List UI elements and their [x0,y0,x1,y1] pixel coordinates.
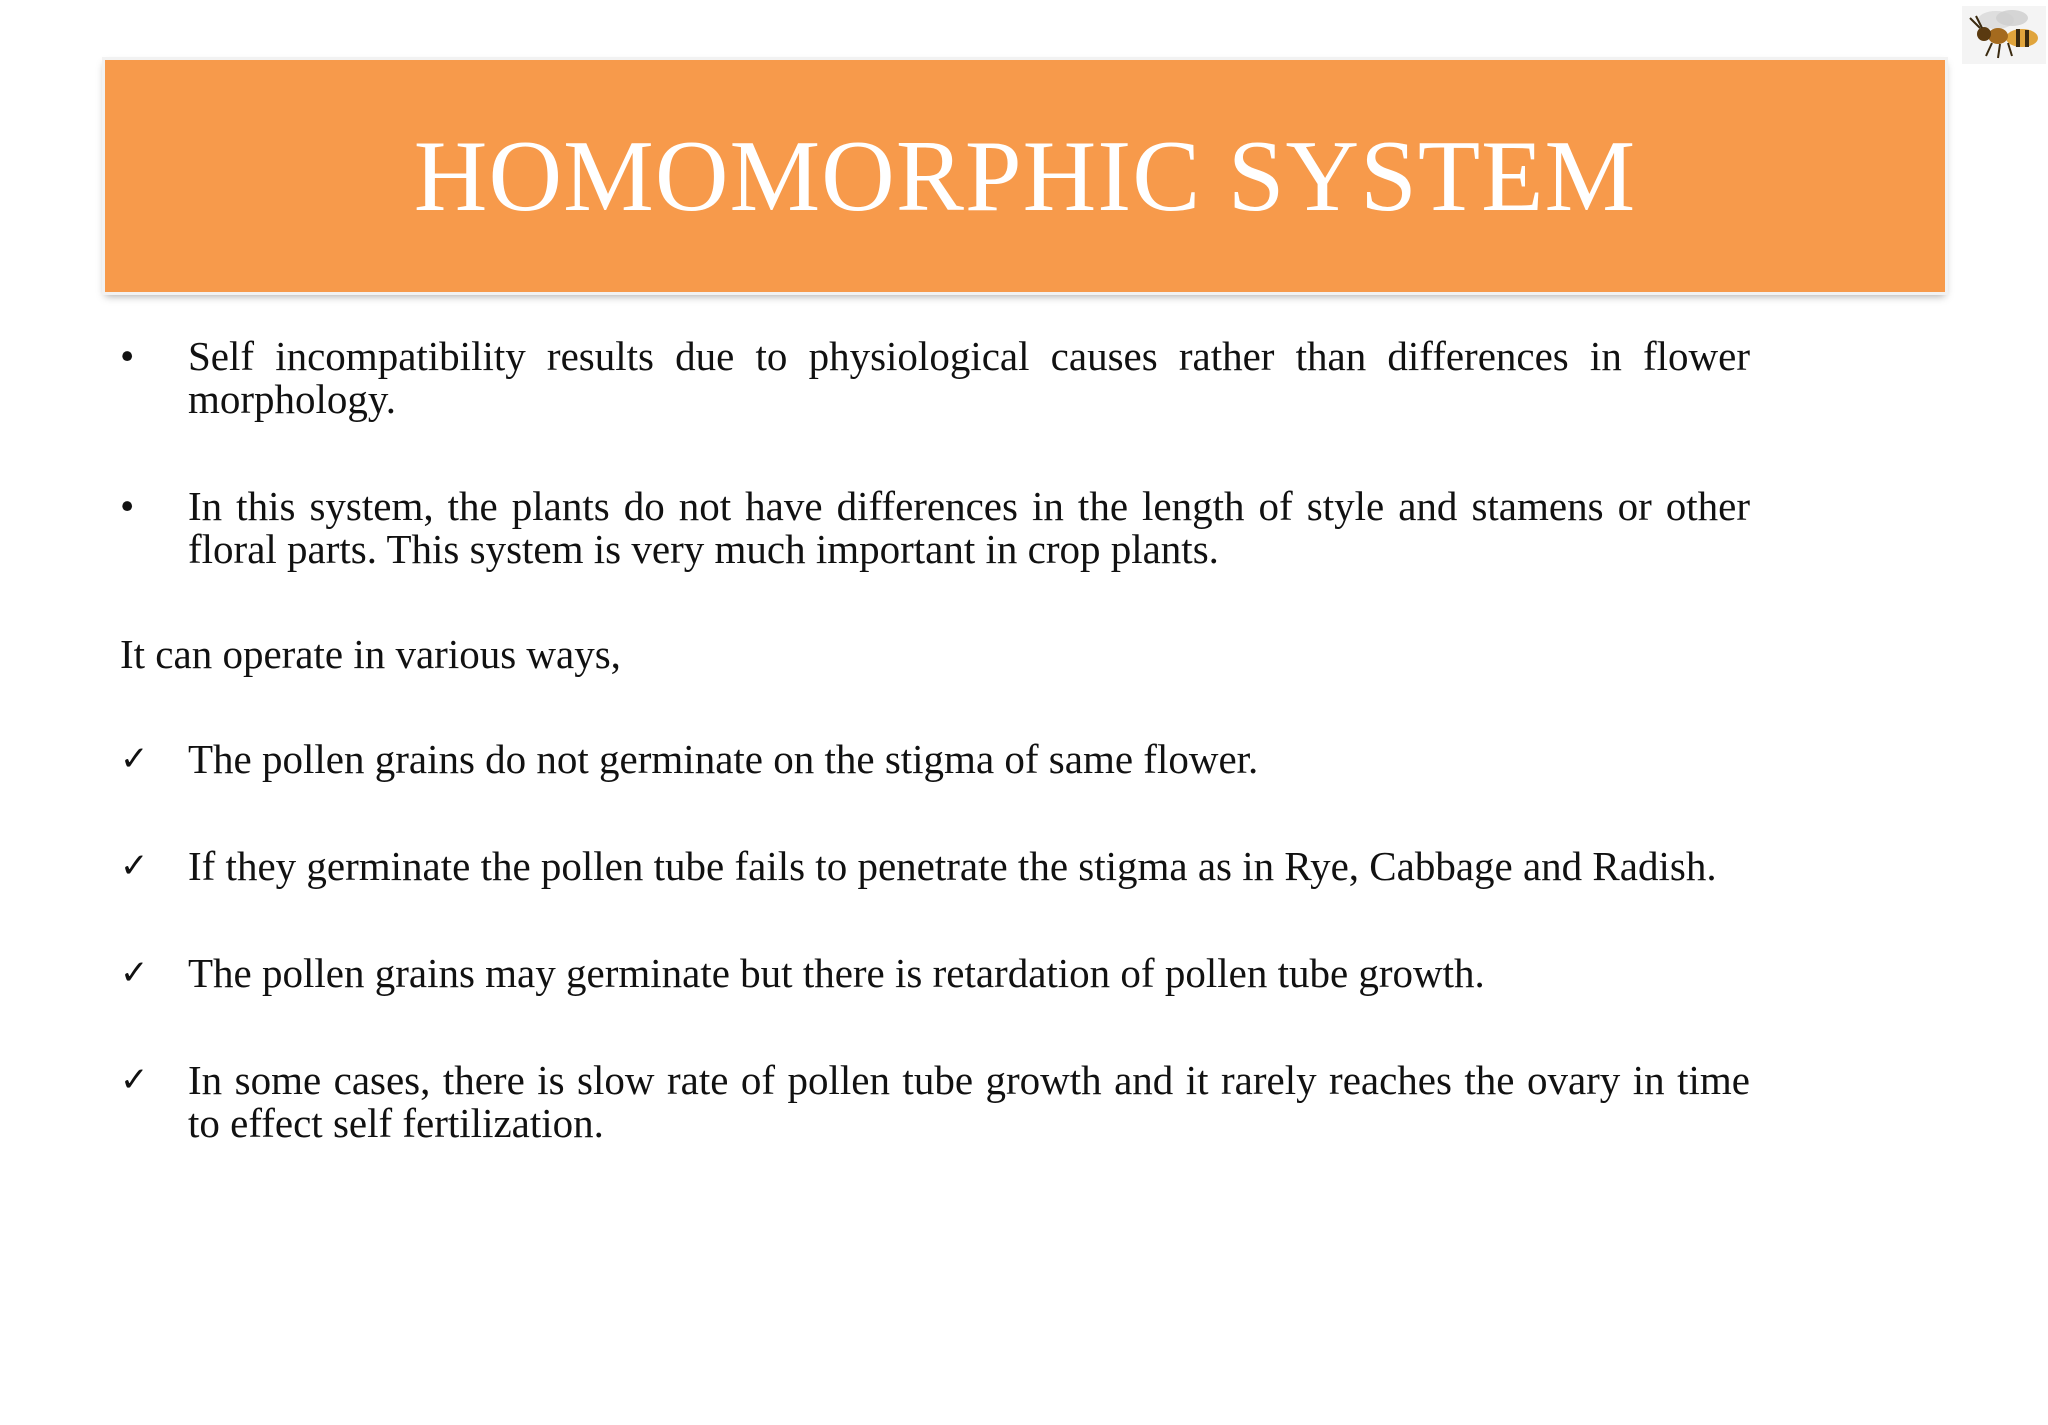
check-text: The pollen grains do not germinate on the stigma of same flower. [188,736,1259,782]
bee-icon [1962,6,2046,64]
bullet-marker: • [120,333,135,379]
slide-title: HOMOMORPHIC SYSTEM [413,119,1637,233]
check-text: If they germinate the pollen tube fails to penetrate the stigma as in Rye, Cabbage and Radish. [188,843,1717,889]
bullet-text: Self incompatibility results due to physiological causes rather than differences in flower morphology. [188,333,1750,422]
check-item [120,952,1750,995]
check-text: In some cases, there is slow rate of pollen tube growth and it rarely reaches the ovary in time to effect self fertilization. [188,1057,1750,1146]
check-item [120,845,1750,888]
check-icon: ✓ [120,846,149,886]
bullet-item [120,335,1750,421]
check-text: The pollen grains may germinate but there is retardation of pollen tube growth. [188,950,1485,996]
slide-body [120,335,1750,1145]
intro-text: It can operate in various ways, [120,631,621,677]
check-icon: ✓ [120,739,149,779]
title-banner [105,60,1945,292]
check-item [120,1059,1750,1145]
bullet-text: In this system, the plants do not have differences in the length of style and stamens or other floral parts. This system is very much important in crop plants. [188,483,1750,572]
check-icon: ✓ [120,953,149,993]
check-item [120,738,1750,781]
check-icon: ✓ [120,1060,149,1100]
bullet-item [120,485,1750,571]
bullet-marker: • [120,483,135,529]
